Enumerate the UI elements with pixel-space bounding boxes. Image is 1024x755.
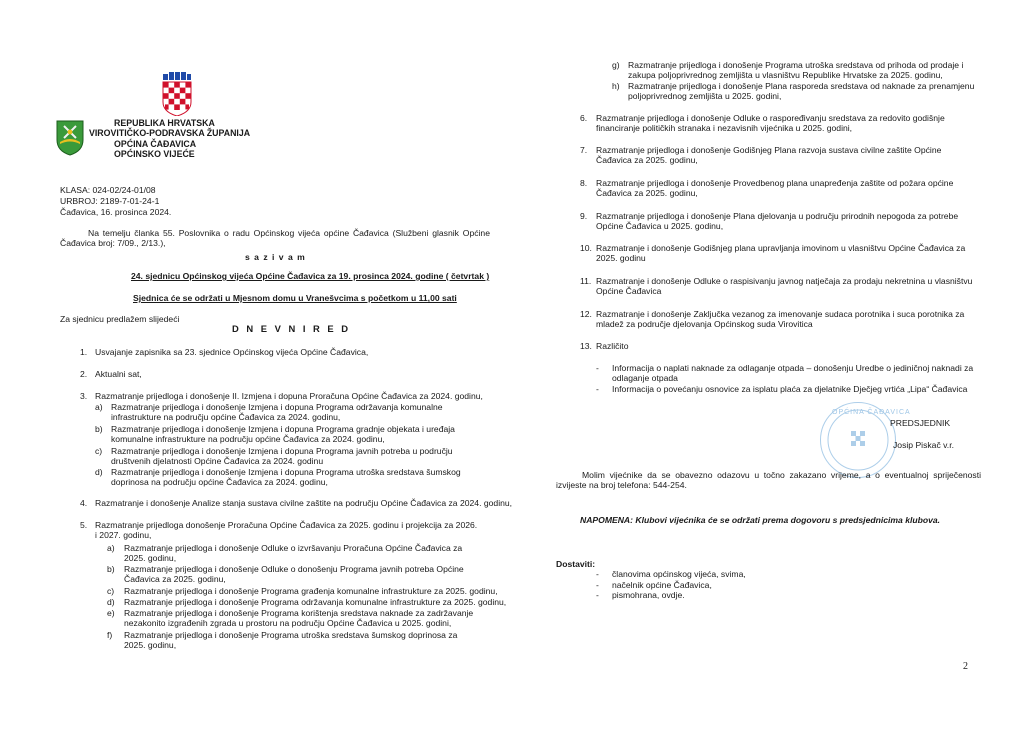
page-number: 2 [963,661,968,672]
agenda-item-10: Razmatranje i donošenje Godišnjeg plana upravljanja imovinom u vlasništvu Općine Čađavica za 2025. godinu [596,243,966,264]
proposal-text: Za sjednicu predlažem slijedeći [60,314,180,324]
agenda-item-5a: Razmatranje prijedloga i donošenje Odluke o izvršavanju Proračuna Općine Čađavica za 2025. godinu, [124,543,463,564]
item-number: 10. [580,243,592,253]
agenda-item-5g: Razmatranje prijedloga i donošenje Programa utroška sredstava od prihoda od prodaje i zakupa poljoprivrednog zemljišta u vlasništvu Republike Hrvatske za 2025. godinu, [628,60,964,81]
sazivam: s a z i v a m [245,252,306,262]
dash-bullet: - [596,384,599,394]
croatian-coat-of-arms-icon [162,72,192,116]
sub-letter: b) [95,424,103,434]
signature-title: PREDSJEDNIK [890,418,951,428]
item-number: 7. [580,145,588,155]
agenda-item-5c: Razmatranje prijedloga i donošenje Programa građenja komunalne infrastrukture za 2025. godinu, [124,586,498,596]
klasa: KLASA: 024-02/24-01/08 [60,185,156,195]
dostaviti-label: Dostaviti: [556,559,596,569]
item-number: 3. [80,391,88,401]
sub-letter: a) [107,543,115,553]
sub-letter: d) [107,597,115,607]
item-number: 5. [80,520,88,530]
napomena-note: NAPOMENA: Klubovi vijećnika će se održati prema dogovoru s predsjednicima klubova. [580,515,941,525]
agenda-item-8: Razmatranje prijedloga i donošenje Provedbenog plana unapređenja zaštite od požara općine Čađavica za 2025. godinu, [596,178,954,199]
signature-name: Josip Piskač v.r. [893,440,954,450]
item-number: 12. [580,309,592,319]
agenda-item-6: Razmatranje prijedloga i donošenje Odluke o raspoređivanju sredstava za redovito godišnje financiranje političkih stranaka i nezavisnih vijećnika u 2025. godini, [596,113,945,134]
sub-letter: a) [95,402,103,412]
agenda-item-5h: Razmatranje prijedloga i donošenje Plana rasporeda sredstava od naknade za prenamjenu poljoprivrednog zemljišta u 2025. godini, [628,81,975,102]
agenda-item-3: Razmatranje prijedloga i donošenje II. Izmjena i dopuna Proračuna Općine Čađavica za 2024. godinu, [95,391,483,401]
agenda-item-5b: Razmatranje prijedloga i donošenje Odluke o donošenju Programa javnih potreba Općine Čađavica za 2025. godinu, [124,564,464,585]
agenda-item-9: Razmatranje prijedloga i donošenje Plana djelovanja u području prirodnih nepogoda za potrebe Općine Čađavica u 2025. godinu, [596,211,959,232]
agenda-item-2: Aktualni sat, [95,369,142,379]
sub-letter: c) [107,586,115,596]
agenda-item-5d: Razmatranje prijedloga i donošenje Programa održavanja komunalne infrastrukture za 2025. godinu, [124,597,507,607]
item-number: 1. [80,347,88,357]
item-number: 6. [580,113,588,123]
agenda-item-5f: Razmatranje prijedloga i donošenje Programa utroška sredstava šumskog doprinosa za 2025. godinu, [124,630,458,651]
closing-text: Molim vijećnike da se obavezno odazovu u točno zakazano vrijeme, a o eventualnoj spriječenosti izvijeste na broj telefona: 544-254. [556,470,981,491]
sub-letter: g) [612,60,620,70]
sub-letter: h) [612,81,620,91]
sub-letter: f) [107,630,113,640]
item-number: 11. [580,276,592,286]
sub-letter: b) [107,564,115,574]
dash-bullet: - [596,580,599,590]
agenda-item-7: Razmatranje prijedloga i donošenje Godišnjeg Plana razvoja sustava civilne zaštite Općine Čađavica za 2025. godinu, [596,145,942,166]
header-line-council: OPĆINSKO VIJEĆE [114,149,195,159]
agenda-item-4: Razmatranje i donošenje Analize stanja sustava civilne zaštite na području Općine Čađavica za 2024. godinu, [95,498,513,508]
agenda-item-5e: Razmatranje prijedloga i donošenje Programa korištenja sredstava naknade za zadržavanje nezakonito izgrađenih zgrada u prostoru na području Općine Čađavica u 2025. godini, [124,608,474,629]
agenda-item-11: Razmatranje i donošenje Odluke o raspisivanju javnog natječaja za prodaju nekretnina u vlasništvu Općine Čađavica [596,276,973,297]
recipient-item: načelnik općine Čađavica, [612,580,712,590]
recipient-item: članovima općinskog vijeća, svima, [612,569,746,579]
header-line-municipality: OPĆINA ČAĐAVICA [114,139,197,149]
header-line-country: REPUBLIKA HRVATSKA [114,118,215,128]
agenda-item-3c: Razmatranje prijedloga i donošenje Izmjena i dopuna Programa javnih potreba u području društvenih djelatnosti Općine Čađavica za 2024. godinu [111,446,453,467]
agenda-item-1: Usvajanje zapisnika sa 23. sjednice Općinskog vijeća Općine Čađavica, [95,347,369,357]
location-line: Sjednica će se održati u Mjesnom domu u Vranešvcima s početkom u 11,00 sati [133,293,457,303]
agenda-item-3b: Razmatranje prijedloga i donošenje Izmjena i dopuna Programa gradnje objekata i uređaja komunalne infrastrukture na području općine Čađavica za 2024. godinu, [111,424,455,445]
item-number: 2. [80,369,88,379]
agenda-item-12: Razmatranje i donošenje Zaključka vezanog za imenovanje sudaca porotnika i suca porotnika za mladež za područje djelovanja Općinskog suda Virovitica [596,309,965,330]
agenda-item-3d: Razmatranje prijedloga i donošenje Izmjena i dopuna Programa utroška sredstava šumskog doprinosa na području općine Čađavica za 2024. godinu, [111,467,461,488]
session-line: 24. sjednicu Općinskog vijeća Općine Čađavica za 19. prosinca 2024. godine ( četvrtak ) [131,271,490,281]
dash-bullet: - [596,590,599,600]
item-number: 9. [580,211,588,221]
agenda-item-13-info-2: Informacija o povećanju osnovice za isplatu plaća za djelatnike Dječjeg vrtića „Lipa“ Čađavica [612,384,968,394]
agenda-item-13-info-1: Informacija o naplati naknade za odlaganje otpada – donošenju Uredbe o jediničnoj naknadi za odlaganje otpada [612,363,974,384]
sub-letter: c) [95,446,103,456]
legal-basis: Na temelju članka 55. Poslovnika o radu Općinskog vijeća općine Čađavica (Službeni glasnik Općine Čađavica broj: 7/09., 2/13.), [60,228,490,249]
sub-letter: e) [107,608,115,618]
dash-bullet: - [596,569,599,579]
agenda-title: D N E V N I R E D [232,323,351,334]
urbroj: URBROJ: 2189-7-01-24-1 [60,196,160,206]
place-date: Čađavica, 16. prosinca 2024. [60,207,172,217]
item-number: 4. [80,498,88,508]
municipal-coat-of-arms-icon [56,120,84,156]
item-number: 8. [580,178,588,188]
stamp-text: OPĆINA ČAĐAVICA [832,409,911,416]
header-line-county: VIROVITIČKO-PODRAVSKA ŽUPANIJA [89,128,251,138]
item-number: 13. [580,341,592,351]
agenda-item-5: Razmatranje prijedloga donošenje Proračuna Općine Čađavica za 2025. godinu i projekcija za 2026. i 2027. godinu, [95,520,478,541]
sub-letter: d) [95,467,103,477]
agenda-item-13: Različito [596,341,629,351]
dash-bullet: - [596,363,599,373]
agenda-item-3a: Razmatranje prijedloga i donošenje Izmjena i dopuna Programa održavanja komunalne infrastrukture na području općine Čađavica za 2024. godinu, [111,402,443,423]
recipient-item: pismohrana, ovdje. [612,590,685,600]
